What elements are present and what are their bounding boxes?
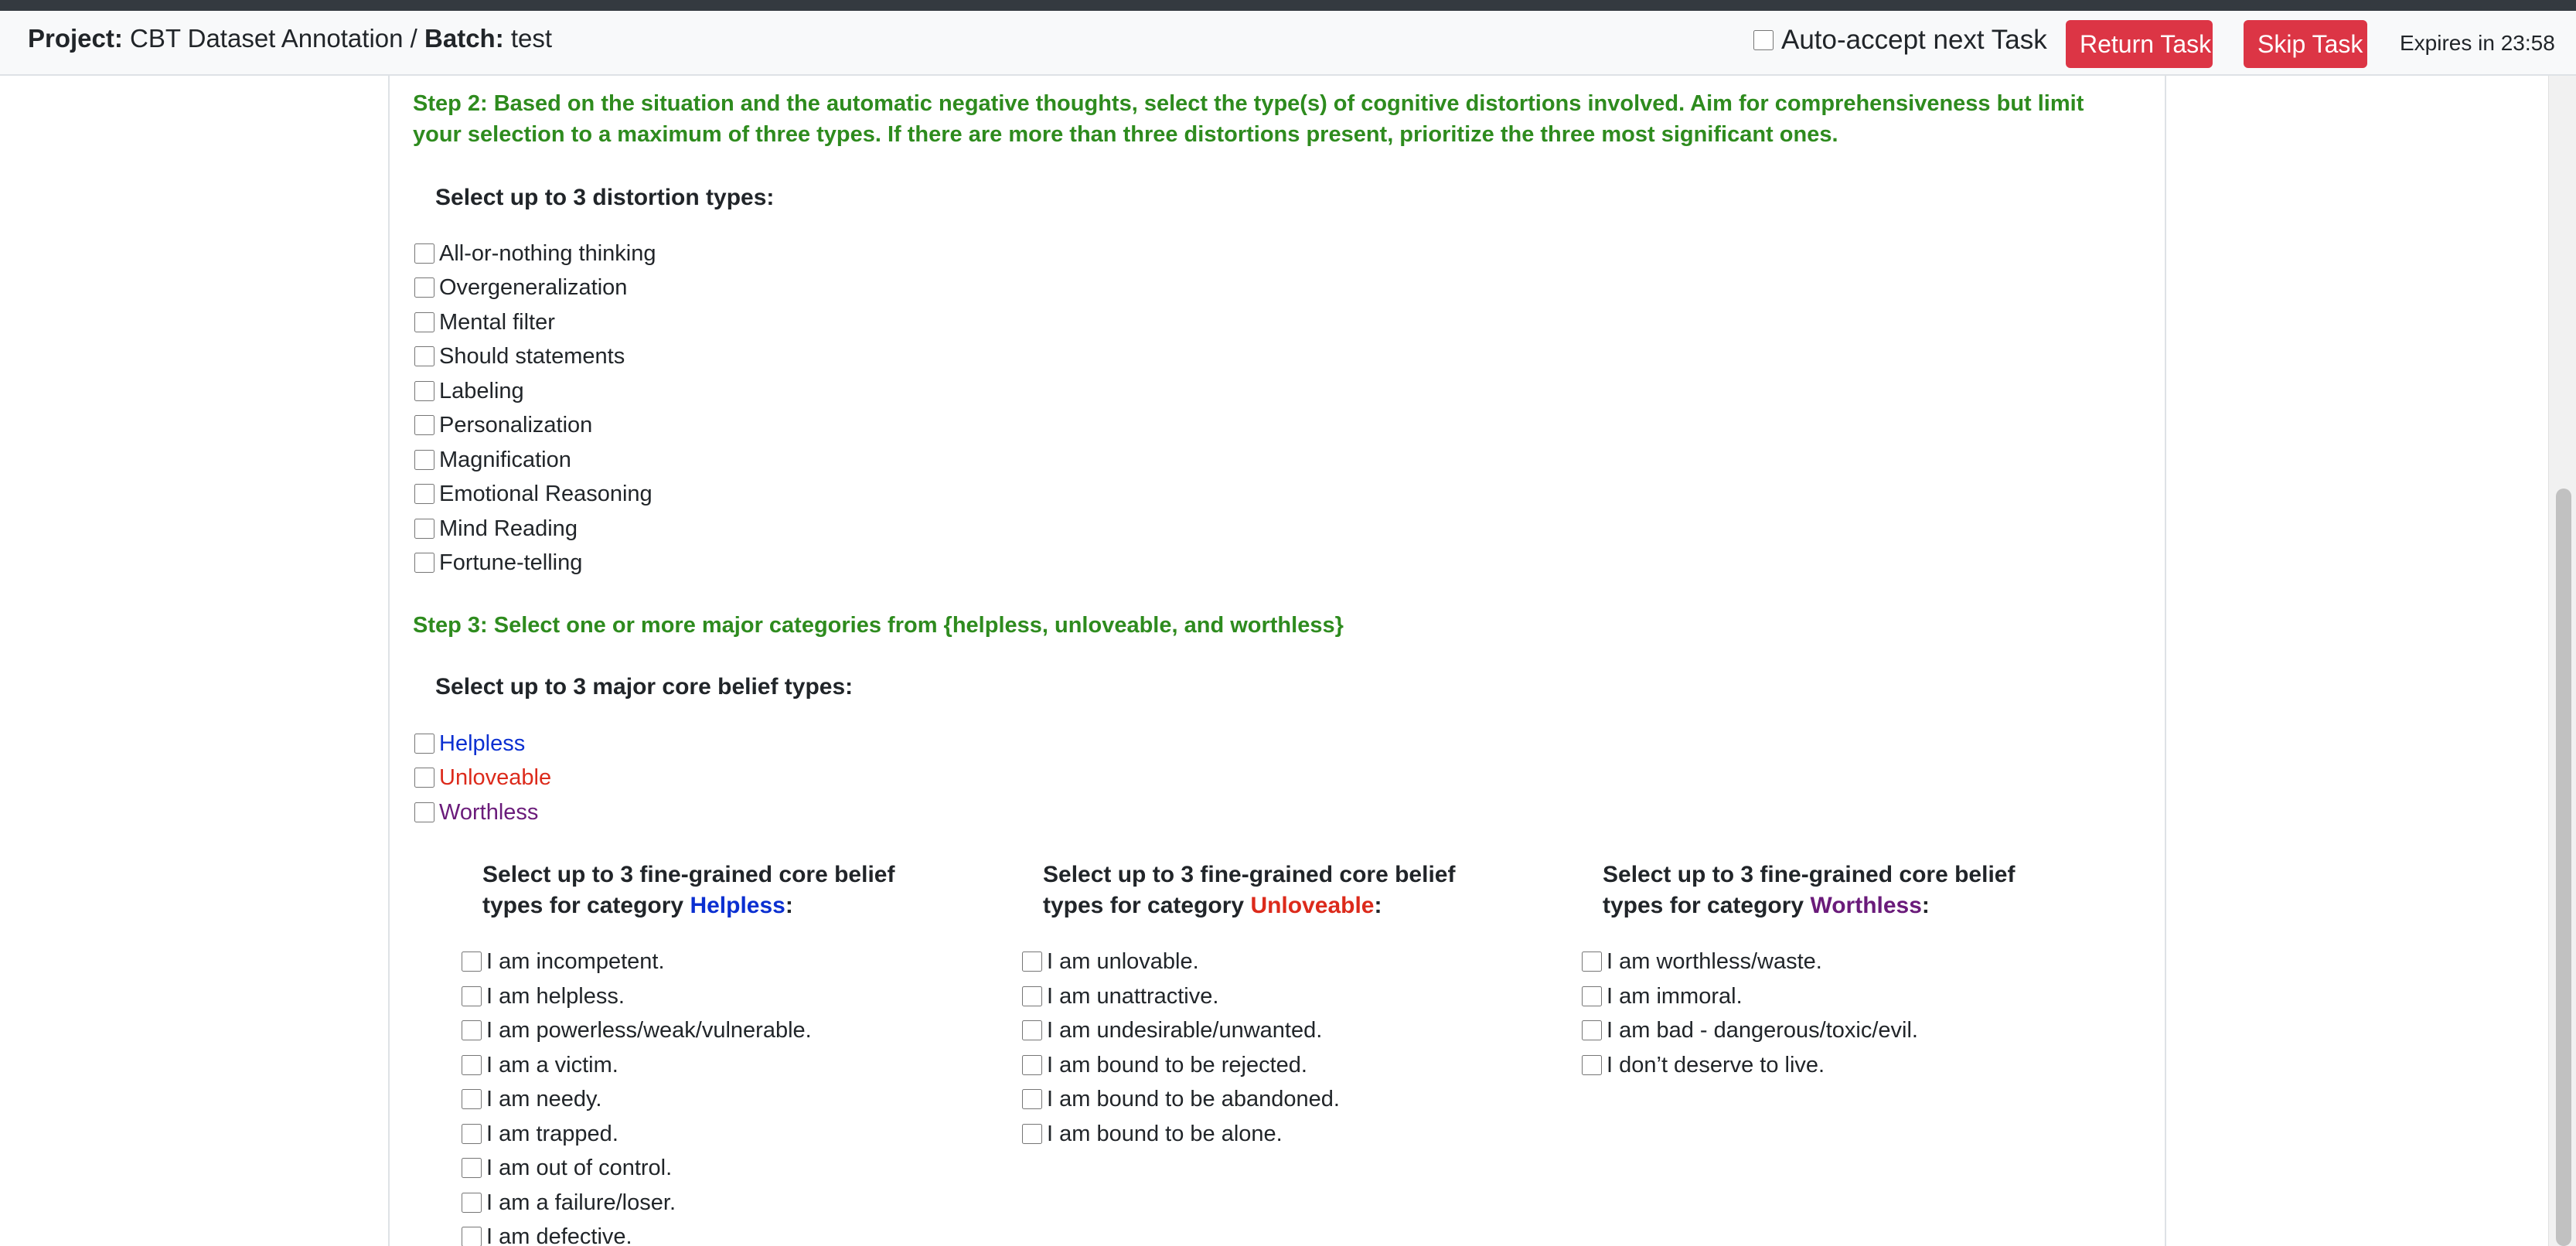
category-label: Helpless <box>439 731 526 756</box>
belief-checkbox[interactable] <box>1022 952 1042 972</box>
distortion-checkbox[interactable] <box>414 484 434 504</box>
distortion-label: Magnification <box>439 448 571 472</box>
unloveable-belief-option[interactable] <box>1022 1084 1340 1115</box>
helpless-belief-option[interactable] <box>462 1118 618 1149</box>
category-option-worthless[interactable] <box>414 797 538 828</box>
category-option-unloveable[interactable] <box>414 762 551 793</box>
belief-label: I am unattractive. <box>1047 984 1219 1009</box>
distortion-option[interactable] <box>414 307 555 338</box>
distortion-checkbox[interactable] <box>414 450 434 470</box>
belief-label: I am helpless. <box>486 984 625 1009</box>
distortion-label: All-or-nothing thinking <box>439 241 656 266</box>
helpless-column-heading <box>482 860 962 921</box>
distortion-checkbox[interactable] <box>414 415 434 435</box>
helpless-belief-option[interactable] <box>462 1152 672 1183</box>
distortion-checkbox[interactable] <box>414 519 434 539</box>
belief-checkbox[interactable] <box>462 1055 482 1075</box>
helpless-belief-option[interactable] <box>462 1050 618 1081</box>
unloveable-belief-option[interactable] <box>1022 981 1218 1012</box>
distortion-checkbox[interactable] <box>414 553 434 573</box>
belief-checkbox[interactable] <box>1022 1089 1042 1109</box>
distortion-subhead: Select up to 3 distortion types: <box>435 185 775 210</box>
belief-label: I am bad - dangerous/toxic/evil. <box>1607 1018 1918 1043</box>
title-separator: / <box>410 24 417 53</box>
unloveable-belief-option[interactable] <box>1022 1050 1307 1081</box>
top-strip <box>0 0 2576 11</box>
unloveable-category-name: Unloveable <box>1250 893 1375 918</box>
category-checkbox[interactable] <box>414 802 434 822</box>
project-label: Project: <box>28 24 123 53</box>
belief-checkbox[interactable] <box>1582 1020 1602 1040</box>
distortion-label: Mind Reading <box>439 516 578 541</box>
belief-checkbox[interactable] <box>1022 986 1042 1006</box>
helpless-belief-option[interactable] <box>462 981 625 1012</box>
scrollbar-thumb[interactable] <box>2556 489 2571 1246</box>
belief-label: I am powerless/weak/vulnerable. <box>486 1018 812 1043</box>
distortion-option[interactable] <box>414 341 625 372</box>
belief-checkbox[interactable] <box>1582 1055 1602 1075</box>
helpless-category-name: Helpless <box>690 893 785 918</box>
return-task-button[interactable]: Return Task <box>2066 20 2213 68</box>
worthless-belief-option[interactable] <box>1582 1050 1825 1081</box>
belief-checkbox[interactable] <box>1582 986 1602 1006</box>
belief-checkbox[interactable] <box>1022 1055 1042 1075</box>
auto-accept-checkbox[interactable] <box>1753 30 1774 50</box>
belief-label: I am a failure/loser. <box>486 1190 676 1215</box>
distortion-label: Labeling <box>439 379 524 403</box>
belief-checkbox[interactable] <box>462 986 482 1006</box>
distortion-option[interactable] <box>414 272 627 303</box>
helpless-belief-option[interactable] <box>462 1015 812 1046</box>
belief-checkbox[interactable] <box>462 1089 482 1109</box>
distortion-checkbox[interactable] <box>414 346 434 366</box>
belief-label: I am needy. <box>486 1087 602 1112</box>
category-option-helpless[interactable] <box>414 728 525 759</box>
fine-suffix: : <box>1374 893 1382 918</box>
belief-label: I am out of control. <box>486 1156 673 1180</box>
distortion-label: Mental filter <box>439 310 555 335</box>
belief-checkbox[interactable] <box>462 1124 482 1144</box>
batch-name: test <box>510 24 553 53</box>
distortion-label: Emotional Reasoning <box>439 482 653 506</box>
auto-accept-label: Auto-accept next Task <box>1781 25 2047 55</box>
distortion-option[interactable] <box>414 444 571 475</box>
distortion-checkbox[interactable] <box>414 277 434 298</box>
distortion-label: Personalization <box>439 413 593 437</box>
helpless-belief-option[interactable] <box>462 1187 676 1218</box>
worthless-belief-option[interactable] <box>1582 946 1822 977</box>
belief-label: I am undesirable/unwanted. <box>1047 1018 1323 1043</box>
skip-task-button[interactable]: Skip Task <box>2244 20 2367 68</box>
helpless-belief-option[interactable] <box>462 946 665 977</box>
category-checkbox[interactable] <box>414 768 434 788</box>
fine-suffix: : <box>1921 893 1930 918</box>
fine-prefix: Select up to 3 fine-grained core belief types for category <box>1603 862 2015 918</box>
worthless-category-name: Worthless <box>1810 893 1922 918</box>
distortion-option[interactable] <box>414 238 656 269</box>
worthless-column-heading <box>1603 860 2082 921</box>
belief-checkbox[interactable] <box>1022 1020 1042 1040</box>
belief-checkbox[interactable] <box>1022 1124 1042 1144</box>
belief-label: I am incompetent. <box>486 949 665 974</box>
fine-prefix: Select up to 3 fine-grained core belief types for category <box>482 862 895 918</box>
worthless-belief-option[interactable] <box>1582 1015 1918 1046</box>
distortion-option[interactable] <box>414 547 582 578</box>
belief-label: I am bound to be alone. <box>1047 1122 1283 1146</box>
distortion-option[interactable] <box>414 478 653 509</box>
fine-prefix: Select up to 3 fine-grained core belief types for category <box>1043 862 1456 918</box>
distortion-label: Overgeneralization <box>439 275 628 300</box>
category-checkbox[interactable] <box>414 734 434 754</box>
belief-checkbox[interactable] <box>462 1020 482 1040</box>
unloveable-belief-option[interactable] <box>1022 1015 1322 1046</box>
belief-checkbox[interactable] <box>1582 952 1602 972</box>
belief-checkbox[interactable] <box>462 1227 482 1246</box>
content-right-border <box>2165 76 2166 1246</box>
distortion-checkbox[interactable] <box>414 381 434 401</box>
belief-label: I am immoral. <box>1607 984 1743 1009</box>
distortion-option[interactable] <box>414 513 578 544</box>
helpless-belief-option[interactable] <box>462 1221 632 1246</box>
distortion-option[interactable] <box>414 410 592 441</box>
belief-label: I am trapped. <box>486 1122 618 1146</box>
core-belief-subhead: Select up to 3 major core belief types: <box>435 674 854 700</box>
helpless-belief-option[interactable] <box>462 1084 601 1115</box>
unloveable-belief-option[interactable] <box>1022 1118 1283 1149</box>
auto-accept-toggle[interactable] <box>1753 25 2047 56</box>
batch-label: Batch: <box>424 24 504 53</box>
fine-suffix: : <box>785 893 793 918</box>
belief-label: I am a victim. <box>486 1053 618 1077</box>
belief-label: I am unlovable. <box>1047 949 1199 974</box>
category-label: Worthless <box>439 800 539 825</box>
distortion-label: Fortune-telling <box>439 550 583 575</box>
category-label: Unloveable <box>439 765 552 790</box>
belief-label: I am defective. <box>486 1224 632 1246</box>
content-left-border <box>388 76 390 1246</box>
expires-timer: Expires in 23:58 <box>2400 31 2555 55</box>
unloveable-column-heading <box>1043 860 1522 921</box>
belief-checkbox[interactable] <box>462 1193 482 1213</box>
belief-label: I am worthless/waste. <box>1607 949 1822 974</box>
belief-label: I am bound to be rejected. <box>1047 1053 1307 1077</box>
distortion-checkbox[interactable] <box>414 243 434 264</box>
distortion-option[interactable] <box>414 376 524 407</box>
step2-instruction: Step 2: Based on the situation and the automatic negative thoughts, select the type(s) of cognitive distortions involved. Aim for comprehensiveness but limit your selection to a maximum of three types. If there are more than three distortions present, prioritize the three most significant ones. <box>413 91 2084 147</box>
belief-checkbox[interactable] <box>462 952 482 972</box>
project-batch-title <box>28 23 552 54</box>
belief-label: I don’t deserve to live. <box>1607 1053 1825 1077</box>
distortion-label: Should statements <box>439 344 625 369</box>
step3-instruction: Step 3: Select one or more major categories from {helpless, unloveable, and worthless} <box>413 613 1344 638</box>
project-name: CBT Dataset Annotation <box>130 24 404 53</box>
belief-label: I am bound to be abandoned. <box>1047 1087 1340 1112</box>
unloveable-belief-option[interactable] <box>1022 946 1199 977</box>
task-header <box>0 11 2576 76</box>
worthless-belief-option[interactable] <box>1582 981 1743 1012</box>
belief-checkbox[interactable] <box>462 1158 482 1178</box>
distortion-checkbox[interactable] <box>414 312 434 332</box>
